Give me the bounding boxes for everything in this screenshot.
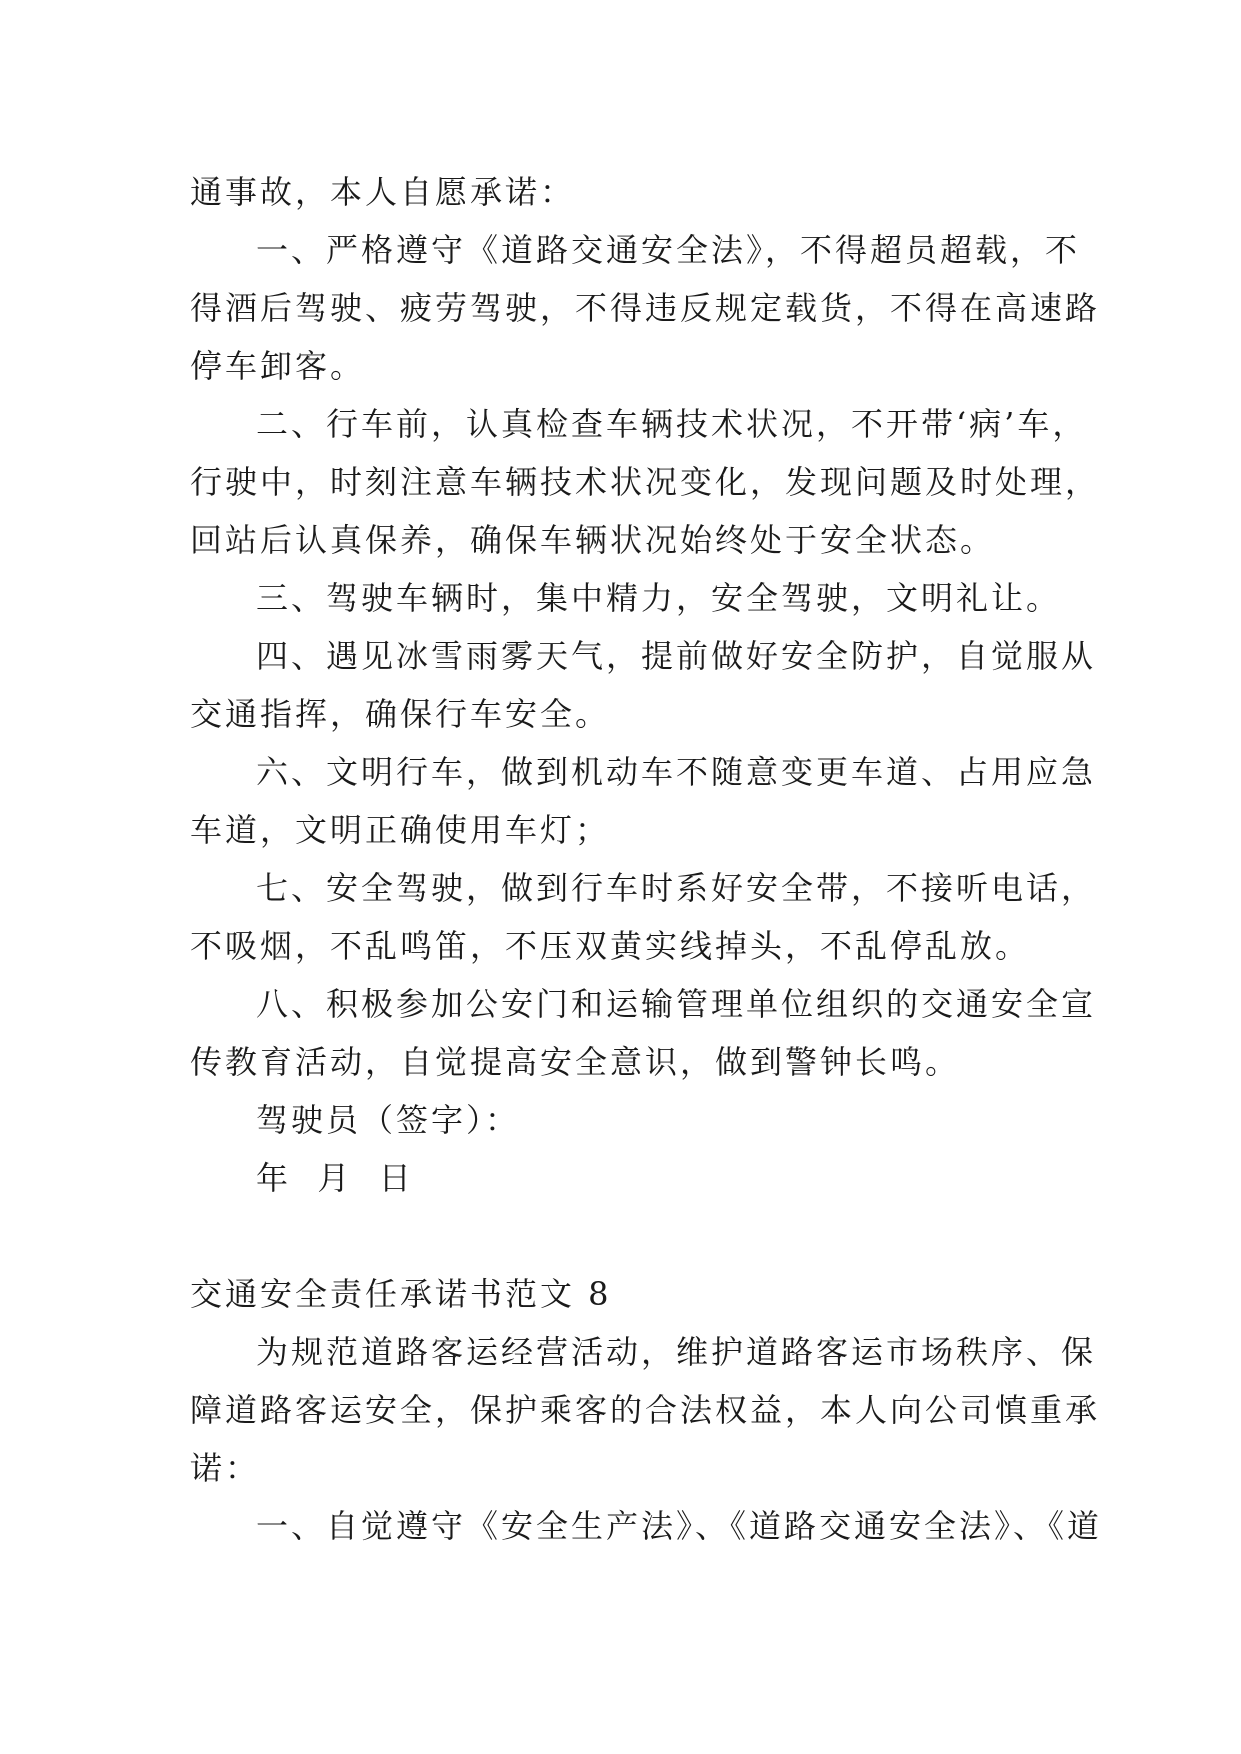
text-line: 回站后认真保养，确保车辆状况始终处于安全状态。 <box>190 521 996 559</box>
text-line: 行驶中，时刻注意车辆技术状况变化，发现问题及时处理， <box>190 463 1101 501</box>
text-line: 车道，文明正确使用车灯； <box>190 811 611 849</box>
text-line: 传教育活动，自觉提高安全意识，做到警钟长鸣。 <box>190 1043 961 1081</box>
text-line: 诺： <box>190 1449 261 1487</box>
text-line: 得酒后驾驶、疲劳驾驶，不得违反规定载货，不得在高速路 <box>190 289 1101 327</box>
text-line: 四、遇见冰雪雨雾天气，提前做好安全防护，自觉服从 <box>256 637 1097 675</box>
text-line: 六、文明行车，做到机动车不随意变更车道、占用应急 <box>256 753 1097 791</box>
document-body <box>190 163 1103 1555</box>
text-line: 三、驾驶车辆时，集中精力，安全驾驶，文明礼让。 <box>256 579 1062 617</box>
section-title: 交通安全责任承诺书范文 8 <box>190 1275 612 1313</box>
text-line: 一、自觉遵守《安全生产法》、《道路交通安全法》、《道 <box>256 1507 1103 1545</box>
text-line: 交通指挥，确保行车安全。 <box>190 695 611 733</box>
text-line: 不吸烟，不乱鸣笛，不压双黄实线掉头，不乱停乱放。 <box>190 927 1031 965</box>
text-line: 停车卸客。 <box>190 347 366 385</box>
text-line: 七、安全驾驶，做到行车时系好安全带，不接听电话， <box>256 869 1097 907</box>
text-line: 为规范道路客运经营活动，维护道路客运市场秩序、保 <box>256 1333 1097 1371</box>
text-line: 障道路客运安全，保护乘客的合法权益，本人向公司慎重承 <box>190 1391 1101 1429</box>
text-line: 二、行车前，认真检查车辆技术状况，不开带‘病’车， <box>256 405 1088 443</box>
text-line: 通事故，本人自愿承诺： <box>190 173 576 211</box>
text-line: 八、积极参加公安门和运输管理单位组织的交通安全宣 <box>256 985 1097 1023</box>
text-line: 一、严格遵守《道路交通安全法》，不得超员超载，不 <box>256 231 1081 269</box>
date-label: 年 月 日 <box>256 1159 414 1197</box>
blank-line <box>190 1207 1060 1265</box>
signature-label: 驾驶员（签字）： <box>256 1101 521 1139</box>
